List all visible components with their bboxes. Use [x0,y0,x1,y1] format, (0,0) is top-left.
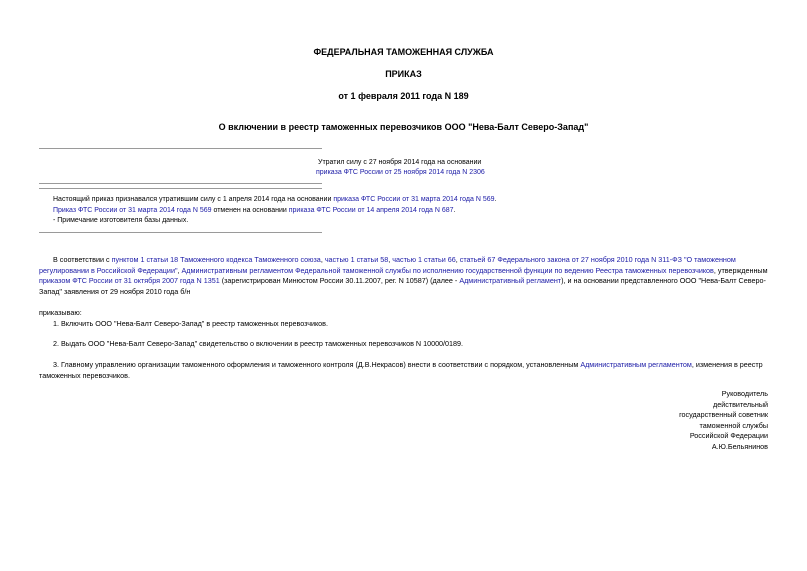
doc-type: ПРИКАЗ [385,69,422,79]
invalid-note-text: Настоящий приказ признавался утратившим силу с 1 апреля 2014 года на основании [53,196,334,203]
signature-line: таможенной службы [699,420,768,430]
cancel-note-text: отменен на основании [211,207,289,214]
signature-line: Российской Федерации [689,431,768,441]
doc-title: О включении в реестр таможенных перевозчиков ООО "Нева-Балт Северо-Запад" [218,122,589,132]
signature-line: Руководитель [721,389,768,398]
order-1351-link[interactable]: приказом ФТС России от 31 октября 2007 года N 1351 [39,276,220,286]
expired-note-link-wrap [316,168,485,178]
article67-law-link[interactable]: статьей 67 Федерального закона от 27 ноября 2010 года N 311-ФЗ "О таможенном регулировании в Российской Федерации" [39,255,736,275]
invalid-note-end: . [494,196,497,203]
cancelled-order-link[interactable]: Приказ ФТС России от 31 марта 2014 года N 569 [53,207,212,214]
article58-link[interactable]: частью 1 статьи 58 [324,255,389,264]
signature-line: действительный [713,399,768,409]
signature-block [568,389,768,453]
db-note: - Примечание изготовителя базы данных. [53,217,189,224]
cancel-note-end: . [453,207,456,214]
item-2: 2. Выдать ООО "Нева-Балт Северо-Запад" свидетельство о включении в реестр таможенных перевозчиков N 10000/0189. [53,339,464,348]
agency-name: ФЕДЕРАЛЬНАЯ ТАМОЖЕННАЯ СЛУЖБА [313,47,494,57]
signature-name: А.Ю.Бельянинов [711,441,768,451]
admin-regulation-short-link[interactable]: Административный регламент [459,276,562,286]
expired-note-line: Утратил силу с 27 ноября 2014 года на основании [318,159,482,166]
expired-order-link[interactable]: приказа ФТС России от 25 ноября 2014 года N 2306 [316,169,485,176]
invalid-note [53,195,496,205]
item-1: 1. Включить ООО "Нева-Балт Северо-Запад" в реестр таможенных перевозчиков. [53,319,328,328]
cancelling-order-link[interactable]: приказа ФТС России от 14 апреля 2014 года N 687 [288,207,454,214]
invalid-order-link[interactable]: приказа ФТС России от 31 марта 2014 года N 569 [333,196,495,203]
item-3: 3. Главному управлению организации таможенного оформления и таможенного контроля (Д.В.Некрасов) внести в соответствии с порядком, установленным Административным регламентом, изменения в реестр таможенных перевозчиков. [39,360,763,380]
divider [39,188,322,189]
divider [39,232,322,233]
tk-ts-article18-link[interactable]: пунктом 1 статьи 18 Таможенного кодекса Таможенного союза [111,255,321,264]
doc-date-number: от 1 февраля 2011 года N 189 [338,91,469,101]
admin-regulation-item3-link[interactable]: Административным регламентом [580,360,692,369]
divider [39,183,322,184]
admin-regulation-link[interactable]: Административным регламентом Федеральной таможенной службы по исполнению государственной функции по ведению Реестра таможенных перевозчиков [181,265,714,275]
article66-link[interactable]: частью 1 статьи 66 [392,255,456,264]
cancel-note [53,206,456,216]
divider [39,148,322,149]
order-word: приказываю: [39,308,82,317]
preamble-paragraph: В соответствии с пунктом 1 статьи 18 Таможенного кодекса Таможенного союза, частью 1 статьи 58, частью 1 статьи 66, статьей 67 Федерального закона от 27 ноября 2010 года N 311-ФЗ "О таможенном регулировании в Российской Федерации", Административным регламентом Федеральной таможенной службы по исполнению государственной функции по ведению Реестра таможенных перевозчиков, утвержденным приказом ФТС России от 31 октября 2007 года N 1351 (зарегистрирован Минюстом России 30.11.2007, рег. N 10587) (далее - Административный регламент), и на основании представленного ООО "Нева-Балт Северо-Запад" заявления от 29 ноября 2010 года б/н [39,255,768,296]
signature-line: государственный советник [679,410,768,420]
